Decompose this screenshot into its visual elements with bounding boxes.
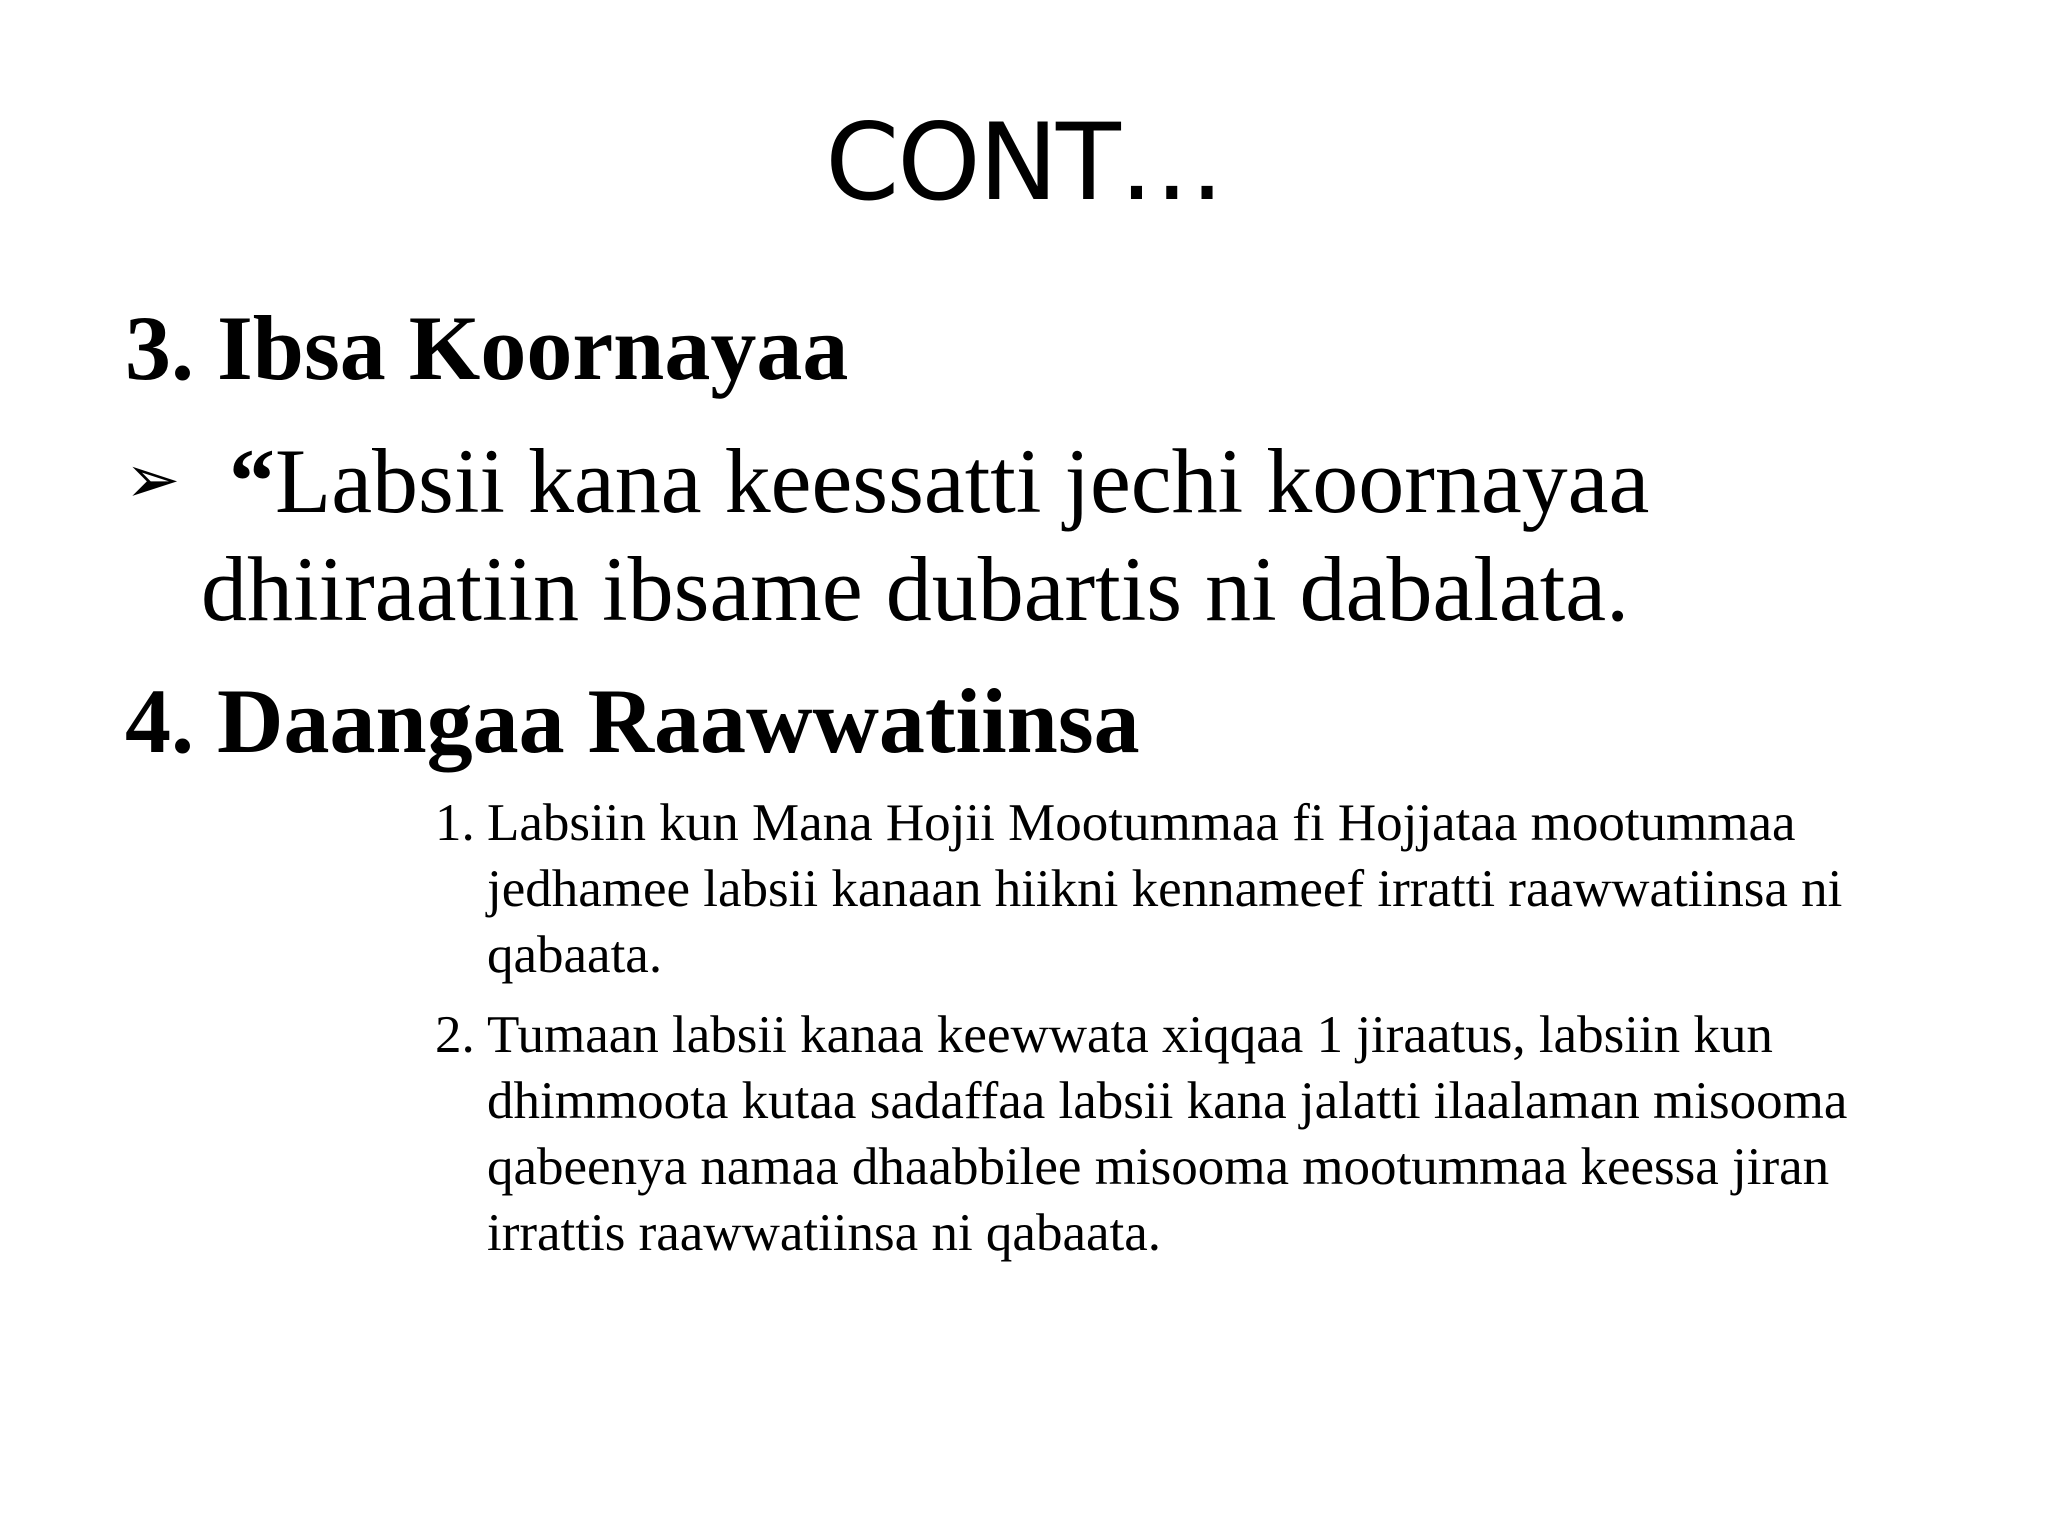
open-quote-mark: “ (229, 430, 275, 532)
list-item (435, 1002, 1955, 1266)
list-item-text: Tumaan labsii kanaa keewwata xiqqaa 1 jiraatus, labsiin kun dhimmoota kutaa sadaffaa labsii kana jalatti ilaalaman misooma qabeenya namaa dhaabbilee misooma mootummaa keessa jiran irrattis raawwatiinsa ni qabaata. (487, 1006, 1848, 1262)
slide-title: CONT… (825, 101, 1223, 224)
section-4-heading: 4. Daangaa Raawwatiinsa (125, 670, 1140, 772)
section-4-list (435, 790, 1955, 1280)
bullet-line-2: dhiiraatiin ibsame dubartis ni dabalata. (201, 538, 1630, 640)
list-item (435, 790, 1955, 988)
section-3-heading: 3. Ibsa Koornayaa (125, 297, 849, 399)
arrow-bullet-icon: ➢ (125, 444, 181, 517)
list-item-number: 1. (435, 794, 475, 852)
bullet-line-1-text: Labsii kana keessatti jechi koornayaa (275, 430, 1650, 532)
list-item-text: Labsiin kun Mana Hojii Mootummaa fi Hojjataa mootummaa jedhamee labsii kanaan hiikni kennameef irratti raawwatiinsa ni qabaata. (487, 794, 1843, 984)
list-item-number: 2. (435, 1006, 475, 1064)
bullet-line-1 (229, 427, 1649, 535)
